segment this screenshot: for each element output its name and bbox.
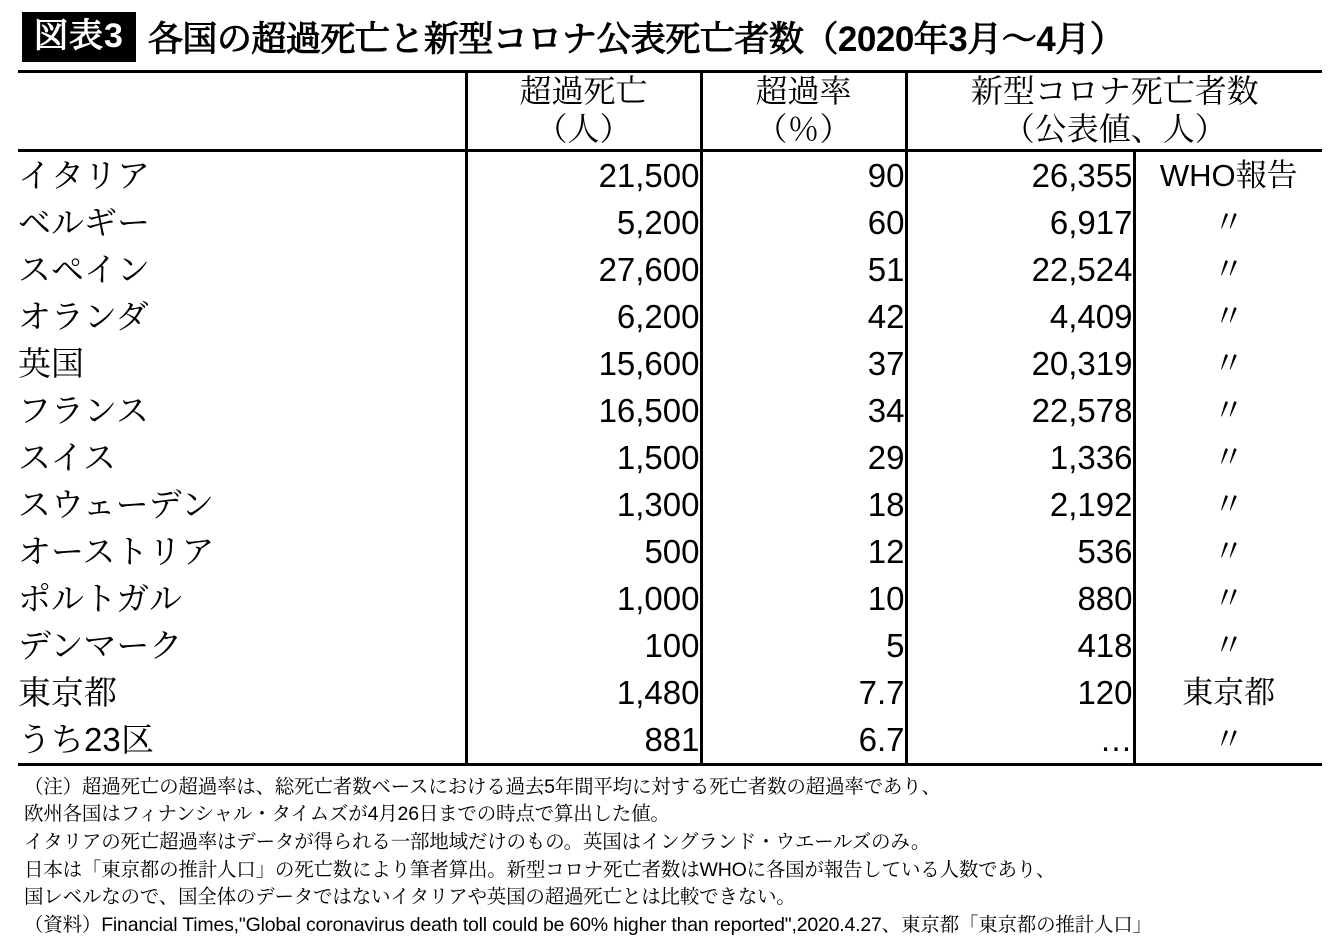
footnote-line: （注）超過死亡の超過率は、総死亡者数ベースにおける過去5年間平均に対する死亡者数の超過率であり、 — [24, 775, 941, 798]
table-row — [18, 150, 1322, 199]
cell-country: ベルギー — [18, 203, 150, 241]
cell-excess-rate: 18 — [701, 481, 906, 528]
cell-source: 〃 — [1134, 481, 1322, 528]
cell-source: 〃 — [1134, 340, 1322, 387]
cell-excess-rate: 51 — [701, 246, 906, 293]
cell-country: オーストリア — [18, 532, 215, 570]
cell-covid-deaths: … — [906, 716, 1134, 763]
cell-excess-rate: 37 — [701, 340, 906, 387]
cell-excess-deaths: 5,200 — [466, 199, 701, 246]
cell-covid-deaths: 26,355 — [906, 150, 1134, 199]
cell-excess-rate: 29 — [701, 434, 906, 481]
cell-country: うち23区 — [18, 720, 154, 758]
cell-excess-deaths: 27,600 — [466, 246, 701, 293]
cell-source: 〃 — [1134, 716, 1322, 763]
cell-excess-rate: 34 — [701, 387, 906, 434]
table-row — [18, 199, 1322, 246]
cell-source: 〃 — [1134, 293, 1322, 340]
table-row — [18, 434, 1322, 481]
table-row — [18, 340, 1322, 387]
column-header-covid-deaths — [906, 73, 1322, 150]
cell-country: スイス — [18, 438, 117, 476]
cell-source: 〃 — [1134, 387, 1322, 434]
footnote-line: 国レベルなので、国全体のデータではないイタリアや英国の超過死亡とは比較できない。 — [24, 886, 796, 909]
cell-covid-deaths: 418 — [906, 622, 1134, 669]
table-row — [18, 481, 1322, 528]
cell-country: ポルトガル — [18, 579, 183, 617]
footnotes — [18, 774, 1322, 940]
cell-country: 英国 — [18, 344, 84, 382]
cell-excess-deaths: 21,500 — [466, 150, 701, 199]
cell-country: オランダ — [18, 297, 149, 335]
cell-country: スペイン — [18, 250, 150, 288]
cell-source: WHO報告 — [1134, 150, 1322, 199]
cell-covid-deaths: 2,192 — [906, 481, 1134, 528]
data-table-container — [18, 70, 1322, 766]
cell-excess-rate: 60 — [701, 199, 906, 246]
cell-source: 〃 — [1134, 622, 1322, 669]
cell-country: フランス — [18, 391, 150, 429]
cell-excess-rate: 90 — [701, 150, 906, 199]
cell-source: 〃 — [1134, 246, 1322, 293]
column-header-excess-deaths — [466, 73, 701, 150]
table-row — [18, 528, 1322, 575]
cell-covid-deaths: 22,578 — [906, 387, 1134, 434]
footnote-source-line: （資料）Financial Times,"Global coronavirus death toll could be 60% higher than reported",2020.4.27、東京都「東京都の推計人口」 — [24, 913, 1152, 936]
cell-country: デンマーク — [18, 626, 183, 664]
cell-excess-deaths: 1,500 — [466, 434, 701, 481]
table-row — [18, 716, 1322, 763]
excess-mortality-table — [18, 73, 1322, 763]
footnote-line: 日本は「東京都の推計人口」の死亡数により筆者算出。新型コロナ死亡者数はWHOに各国が報告している人数であり、 — [24, 858, 1056, 881]
cell-covid-deaths: 1,336 — [906, 434, 1134, 481]
cell-country: 東京都 — [18, 673, 117, 711]
cell-excess-deaths: 500 — [466, 528, 701, 575]
column-header-excess-deaths-line1: 超過死亡 — [519, 73, 648, 109]
cell-source: 〃 — [1134, 575, 1322, 622]
cell-excess-rate: 42 — [701, 293, 906, 340]
cell-covid-deaths: 4,409 — [906, 293, 1134, 340]
cell-source: 〃 — [1134, 199, 1322, 246]
column-header-excess-rate-line1: 超過率 — [755, 73, 852, 109]
cell-excess-deaths: 100 — [466, 622, 701, 669]
cell-country: スウェーデン — [18, 485, 215, 523]
cell-excess-rate: 7.7 — [701, 669, 906, 716]
cell-excess-deaths: 15,600 — [466, 340, 701, 387]
cell-covid-deaths: 536 — [906, 528, 1134, 575]
cell-covid-deaths: 20,319 — [906, 340, 1134, 387]
column-header-excess-rate-line2: （％） — [755, 110, 852, 147]
column-header-covid-deaths-line1: 新型コロナ死亡者数 — [970, 73, 1259, 109]
cell-excess-deaths: 1,000 — [466, 575, 701, 622]
table-row — [18, 246, 1322, 293]
table-row — [18, 575, 1322, 622]
footnote-line: 欧州各国はフィナンシャル・タイムズが4月26日までの時点で算出した値。 — [24, 803, 670, 826]
cell-covid-deaths: 120 — [906, 669, 1134, 716]
cell-excess-deaths: 1,300 — [466, 481, 701, 528]
table-row — [18, 622, 1322, 669]
cell-covid-deaths: 880 — [906, 575, 1134, 622]
cell-excess-deaths: 6,200 — [466, 293, 701, 340]
table-row — [18, 293, 1322, 340]
page-title: 各国の超過死亡と新型コロナ公表死亡者数（2020年3月〜4月） — [147, 20, 1125, 59]
column-header-country — [18, 73, 466, 150]
cell-excess-deaths: 16,500 — [466, 387, 701, 434]
cell-excess-deaths: 881 — [466, 716, 701, 763]
footnote-line: イタリアの死亡超過率はデータが得られる一部地域だけのもの。英国はイングランド・ウエールズのみ。 — [24, 830, 931, 853]
cell-source: 東京都 — [1134, 669, 1322, 716]
cell-covid-deaths: 6,917 — [906, 199, 1134, 246]
cell-source: 〃 — [1134, 528, 1322, 575]
cell-excess-rate: 12 — [701, 528, 906, 575]
cell-excess-rate: 10 — [701, 575, 906, 622]
cell-excess-deaths: 1,480 — [466, 669, 701, 716]
table-body — [18, 150, 1322, 763]
cell-covid-deaths: 22,524 — [906, 246, 1134, 293]
table-header-row — [18, 73, 1322, 150]
cell-country: イタリア — [18, 156, 150, 194]
cell-source: 〃 — [1134, 434, 1322, 481]
figure-number-badge: 図表3 — [22, 12, 136, 62]
figure-title-row — [18, 8, 1322, 66]
cell-excess-rate: 5 — [701, 622, 906, 669]
column-header-excess-rate — [701, 73, 906, 150]
column-header-excess-deaths-line2: （人） — [535, 110, 632, 147]
table-row — [18, 387, 1322, 434]
column-header-covid-deaths-line2: （公表値、人） — [1002, 110, 1227, 147]
cell-excess-rate: 6.7 — [701, 716, 906, 763]
table-row — [18, 669, 1322, 716]
